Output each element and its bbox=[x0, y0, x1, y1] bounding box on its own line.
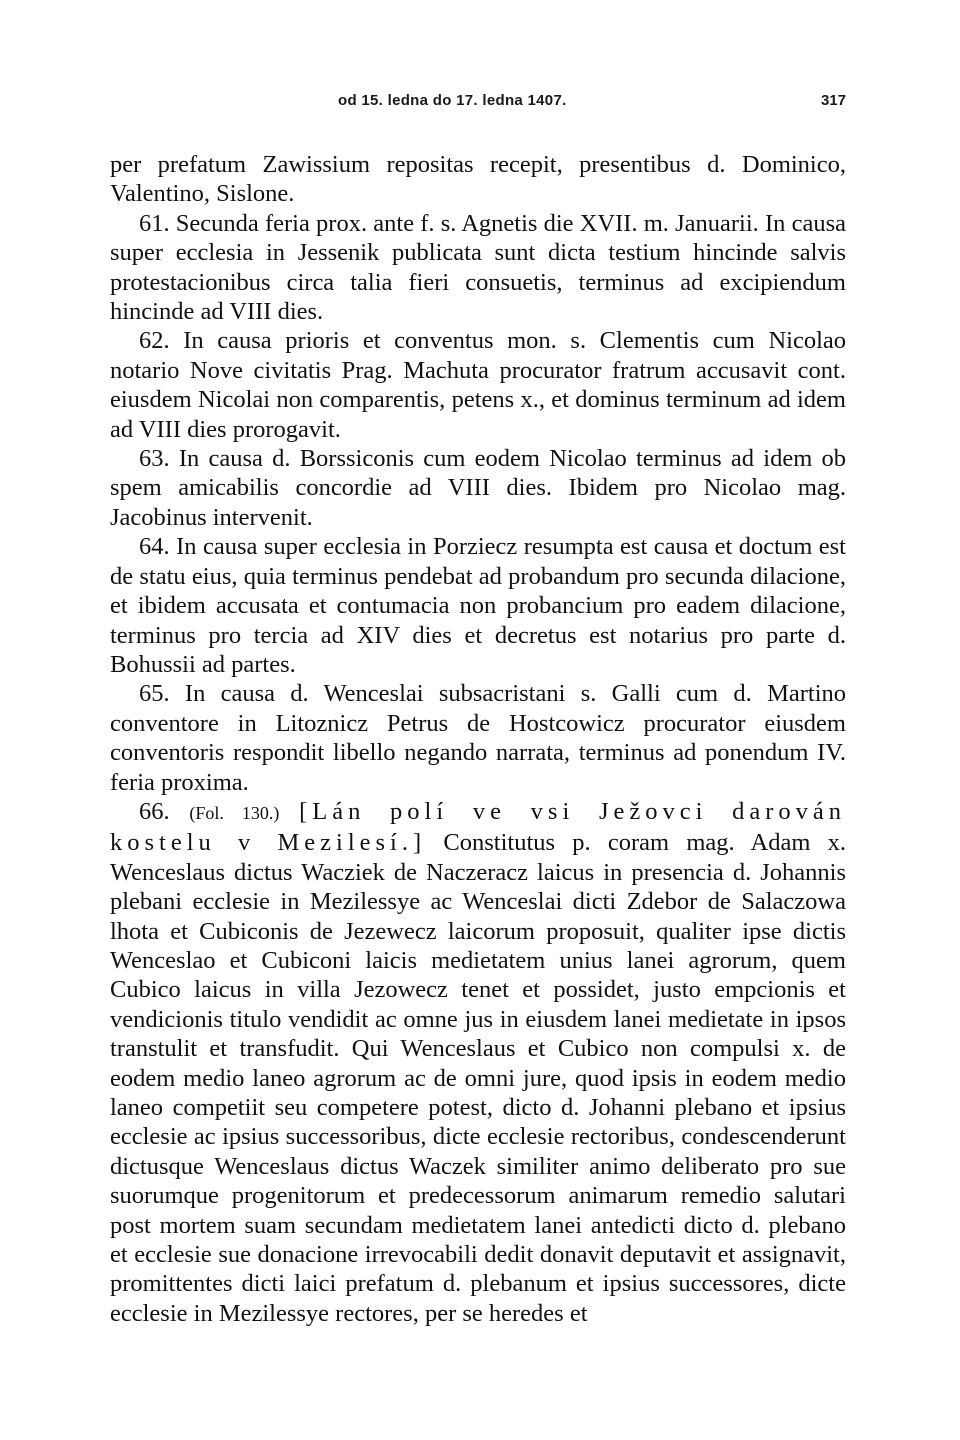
paragraph-65: 65. In causa d. Wenceslai subsacristani s. Galli cum d. Martino conventore in Litoznicz Petrus de Hostcowicz procurator eiusdem conventoris respondit libello negando narrata, terminus ad ponendum IV. feria proxima. bbox=[110, 680, 846, 796]
page-body bbox=[110, 150, 846, 1328]
paragraph-63: 63. In causa d. Borssiconis cum eodem Nicolao terminus ad idem ob spem amicabilis concordie ad VIII dies. Ibidem pro Nicolao mag. Jacobinus intervenit. bbox=[110, 445, 846, 531]
page-header bbox=[110, 92, 846, 112]
paragraph-continuation: per prefatum Zawissium repositas recepit, presentibus d. Dominico, Valentino, Sislone. bbox=[110, 151, 846, 208]
paragraph-text: Constitutus p. coram mag. Adam x. Wenceslaus dictus Wacziek de Naczeracz laicus in presencia d. Johannis plebani ecclesie in Mezilessye ac Wenceslai dicti Zdebor de Salaczowa lhota et Cubiconis de Jezewecz laicorum proposuit, qualiter ipse dictis Wenceslao et Cubiconi laicis medietatem unius lanei agrorum, quem Cubico laicus in villa Jezowecz tenet et possidet, justo empcionis et vendicionis titulo vendidit ac omne jus in eiusdem lanei medietate in ipsos transtulit et transfudit. Qui Wenceslaus et Cubico non compulsi x. de eodem medio laneo agrorum ac de omni jure, quod ipsis in eodem medio laneo competiit seu competere potest, dicto d. Johanni plebano et ipsius ecclesie ac ipsius successoribus, dicte ecclesie rectoribus, condescenderunt dictusque Wenceslaus dictus Waczek similiter animo deliberato pro sue suorumque progenitorum et predecessorum animarum remedio salutari post mortem suam secundam medietatem lanei antedicti dicto d. plebano et ecclesie sue donacione irrevocabili dedit donavit deputavit et assignavit, promittentes dicti laici prefatum d. plebanum et ipsius successores, dicte ecclesie in Mezilessye rectores, per se heredes et bbox=[110, 829, 847, 1327]
paragraph-61: 61. Secunda feria prox. ante f. s. Agnetis die XVII. m. Januarii. In causa super ecclesia in Jessenik publicata sunt dicta testium hincinde salvis protestacionibus circa talia fieri consuetis, terminus ad excipiendum hincinde ad VIII dies. bbox=[110, 209, 846, 326]
folio-reference: (Fol. 130.) bbox=[189, 802, 280, 823]
spaced-heading: [Lán polí ve vsi Ježovci darován kostelu v Mezilesí.] bbox=[110, 797, 847, 857]
running-title: od 15. ledna do 17. ledna 1407. bbox=[338, 92, 567, 109]
page-number: 317 bbox=[820, 92, 846, 109]
paragraph-66 bbox=[110, 797, 846, 1328]
paragraph-64: 64. In causa super ecclesia in Porziecz resumpta est causa et doctum est de statu eius, quia terminus pendebat ad probandum pro secunda dilacione, et ibidem accusata et contumacia non probancium pro eadem dilacione, terminus pro tercia ad XIV dies et decretus est notarius pro parte d. Bohussii ad partes. bbox=[110, 533, 846, 678]
paragraph-number: 66. bbox=[139, 797, 170, 825]
paragraph-62: 62. In causa prioris et conventus mon. s. Clementis cum Nicolao notario Nove civitatis Prag. Machuta procurator fratrum accusavit cont. eiusdem Nicolai non comparentis, petens x., et dominus terminum ad idem ad VIII dies prorogavit. bbox=[110, 327, 846, 443]
